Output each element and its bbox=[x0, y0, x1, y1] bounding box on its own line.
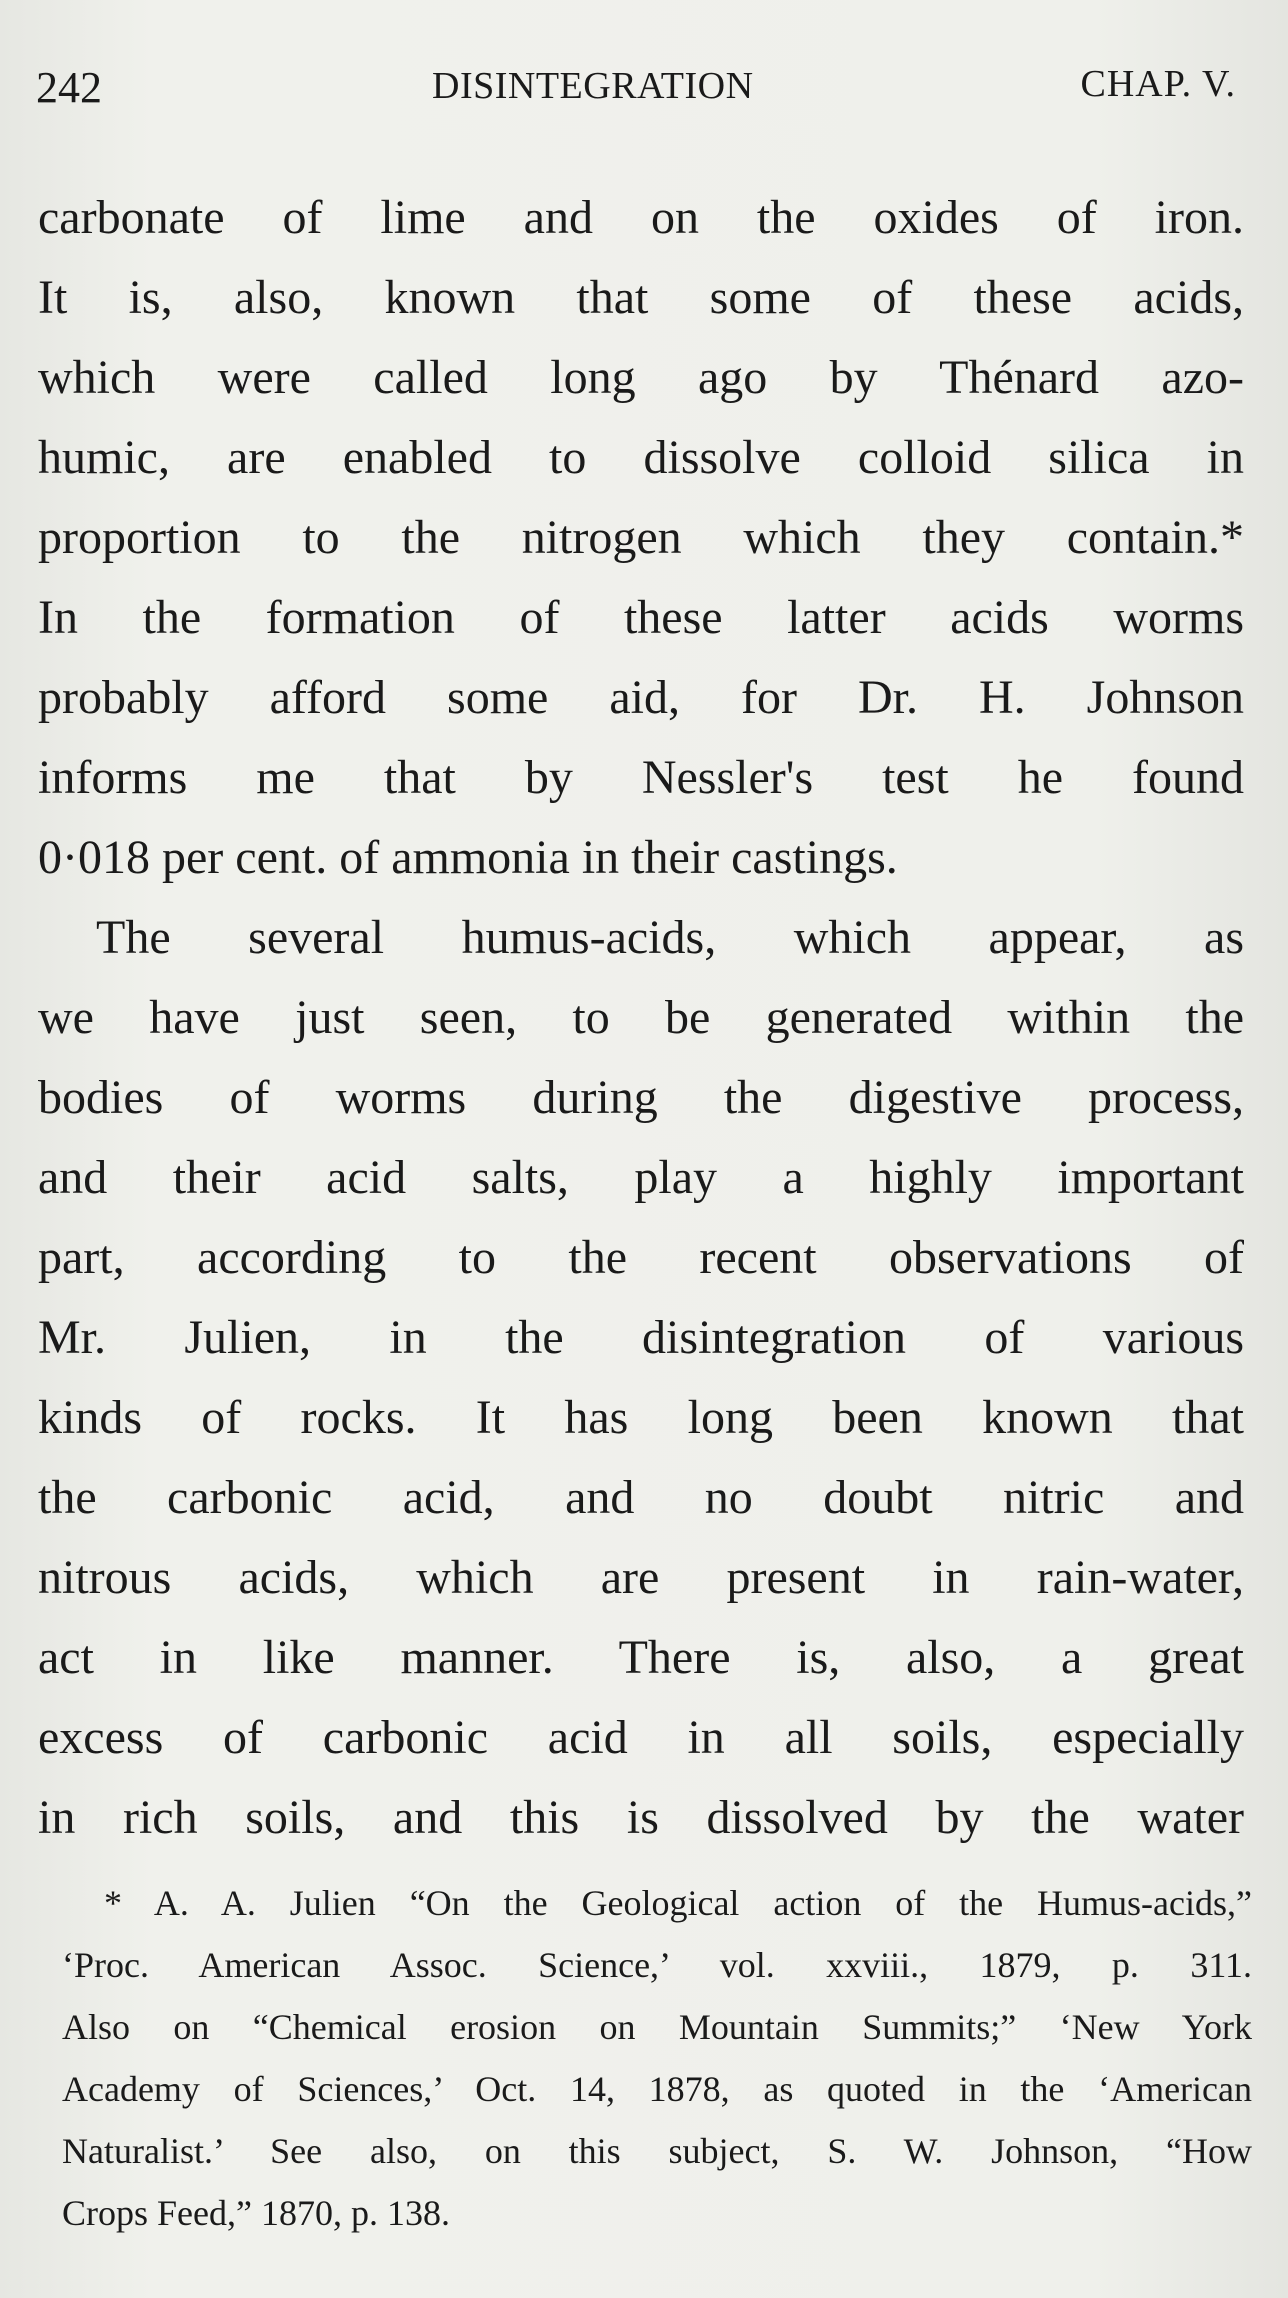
body-line: excess of carbonic acid in all soils, especially bbox=[38, 1711, 1244, 1764]
paragraph-start-line: The several humus-acids, which appear, as bbox=[96, 911, 1244, 964]
body-line: proportion to the nitrogen which they contain.* bbox=[38, 511, 1244, 564]
body-line: 0·018 per cent. of ammonia in their castings. bbox=[38, 831, 898, 884]
body-line: humic, are enabled to dissolve colloid silica in bbox=[38, 431, 1244, 484]
body-text bbox=[38, 178, 1244, 1858]
body-line: It is, also, known that some of these acids, bbox=[38, 271, 1244, 324]
body-line: Mr. Julien, in the disintegration of various bbox=[38, 1311, 1244, 1364]
footnote-line: Naturalist.’ See also, on this subject, S. W. Johnson, “How bbox=[62, 2131, 1252, 2171]
body-line: In the formation of these latter acids worms bbox=[38, 591, 1244, 644]
running-title: DISINTEGRATION bbox=[432, 65, 754, 107]
footnote-line: Also on “Chemical erosion on Mountain Summits;” ‘New York bbox=[62, 2007, 1252, 2047]
footnote-line: ‘Proc. American Assoc. Science,’ vol. xxviii., 1879, p. 311. bbox=[62, 1945, 1252, 1985]
body-line: act in like manner. There is, also, a great bbox=[38, 1631, 1244, 1684]
footnote bbox=[62, 1872, 1252, 2244]
footnote-line: Crops Feed,” 1870, p. 138. bbox=[62, 2193, 450, 2233]
body-line: part, according to the recent observations of bbox=[38, 1231, 1244, 1284]
body-line: probably afford some aid, for Dr. H. Johnson bbox=[38, 671, 1244, 724]
body-line: we have just seen, to be generated within the bbox=[38, 991, 1244, 1044]
page-number: 242 bbox=[36, 63, 102, 112]
body-line: which were called long ago by Thénard azo- bbox=[38, 351, 1244, 404]
body-line: the carbonic acid, and no doubt nitric and bbox=[38, 1471, 1244, 1524]
footnote-line: * A. A. Julien “On the Geological action of the Humus-acids,” bbox=[104, 1883, 1252, 1923]
body-line: informs me that by Nessler's test he found bbox=[38, 751, 1244, 804]
body-line: carbonate of lime and on the oxides of iron. bbox=[38, 191, 1244, 244]
footnote-line: Academy of Sciences,’ Oct. 14, 1878, as quoted in the ‘American bbox=[62, 2069, 1252, 2109]
chapter-label: CHAP. V. bbox=[1080, 63, 1236, 105]
body-line: kinds of rocks. It has long been known that bbox=[38, 1391, 1244, 1444]
page-header bbox=[36, 62, 1236, 122]
body-line: and their acid salts, play a highly important bbox=[38, 1151, 1244, 1204]
body-line: nitrous acids, which are present in rain-water, bbox=[38, 1551, 1244, 1604]
body-line: in rich soils, and this is dissolved by the water bbox=[38, 1791, 1244, 1844]
body-line: bodies of worms during the digestive process, bbox=[38, 1071, 1244, 1124]
